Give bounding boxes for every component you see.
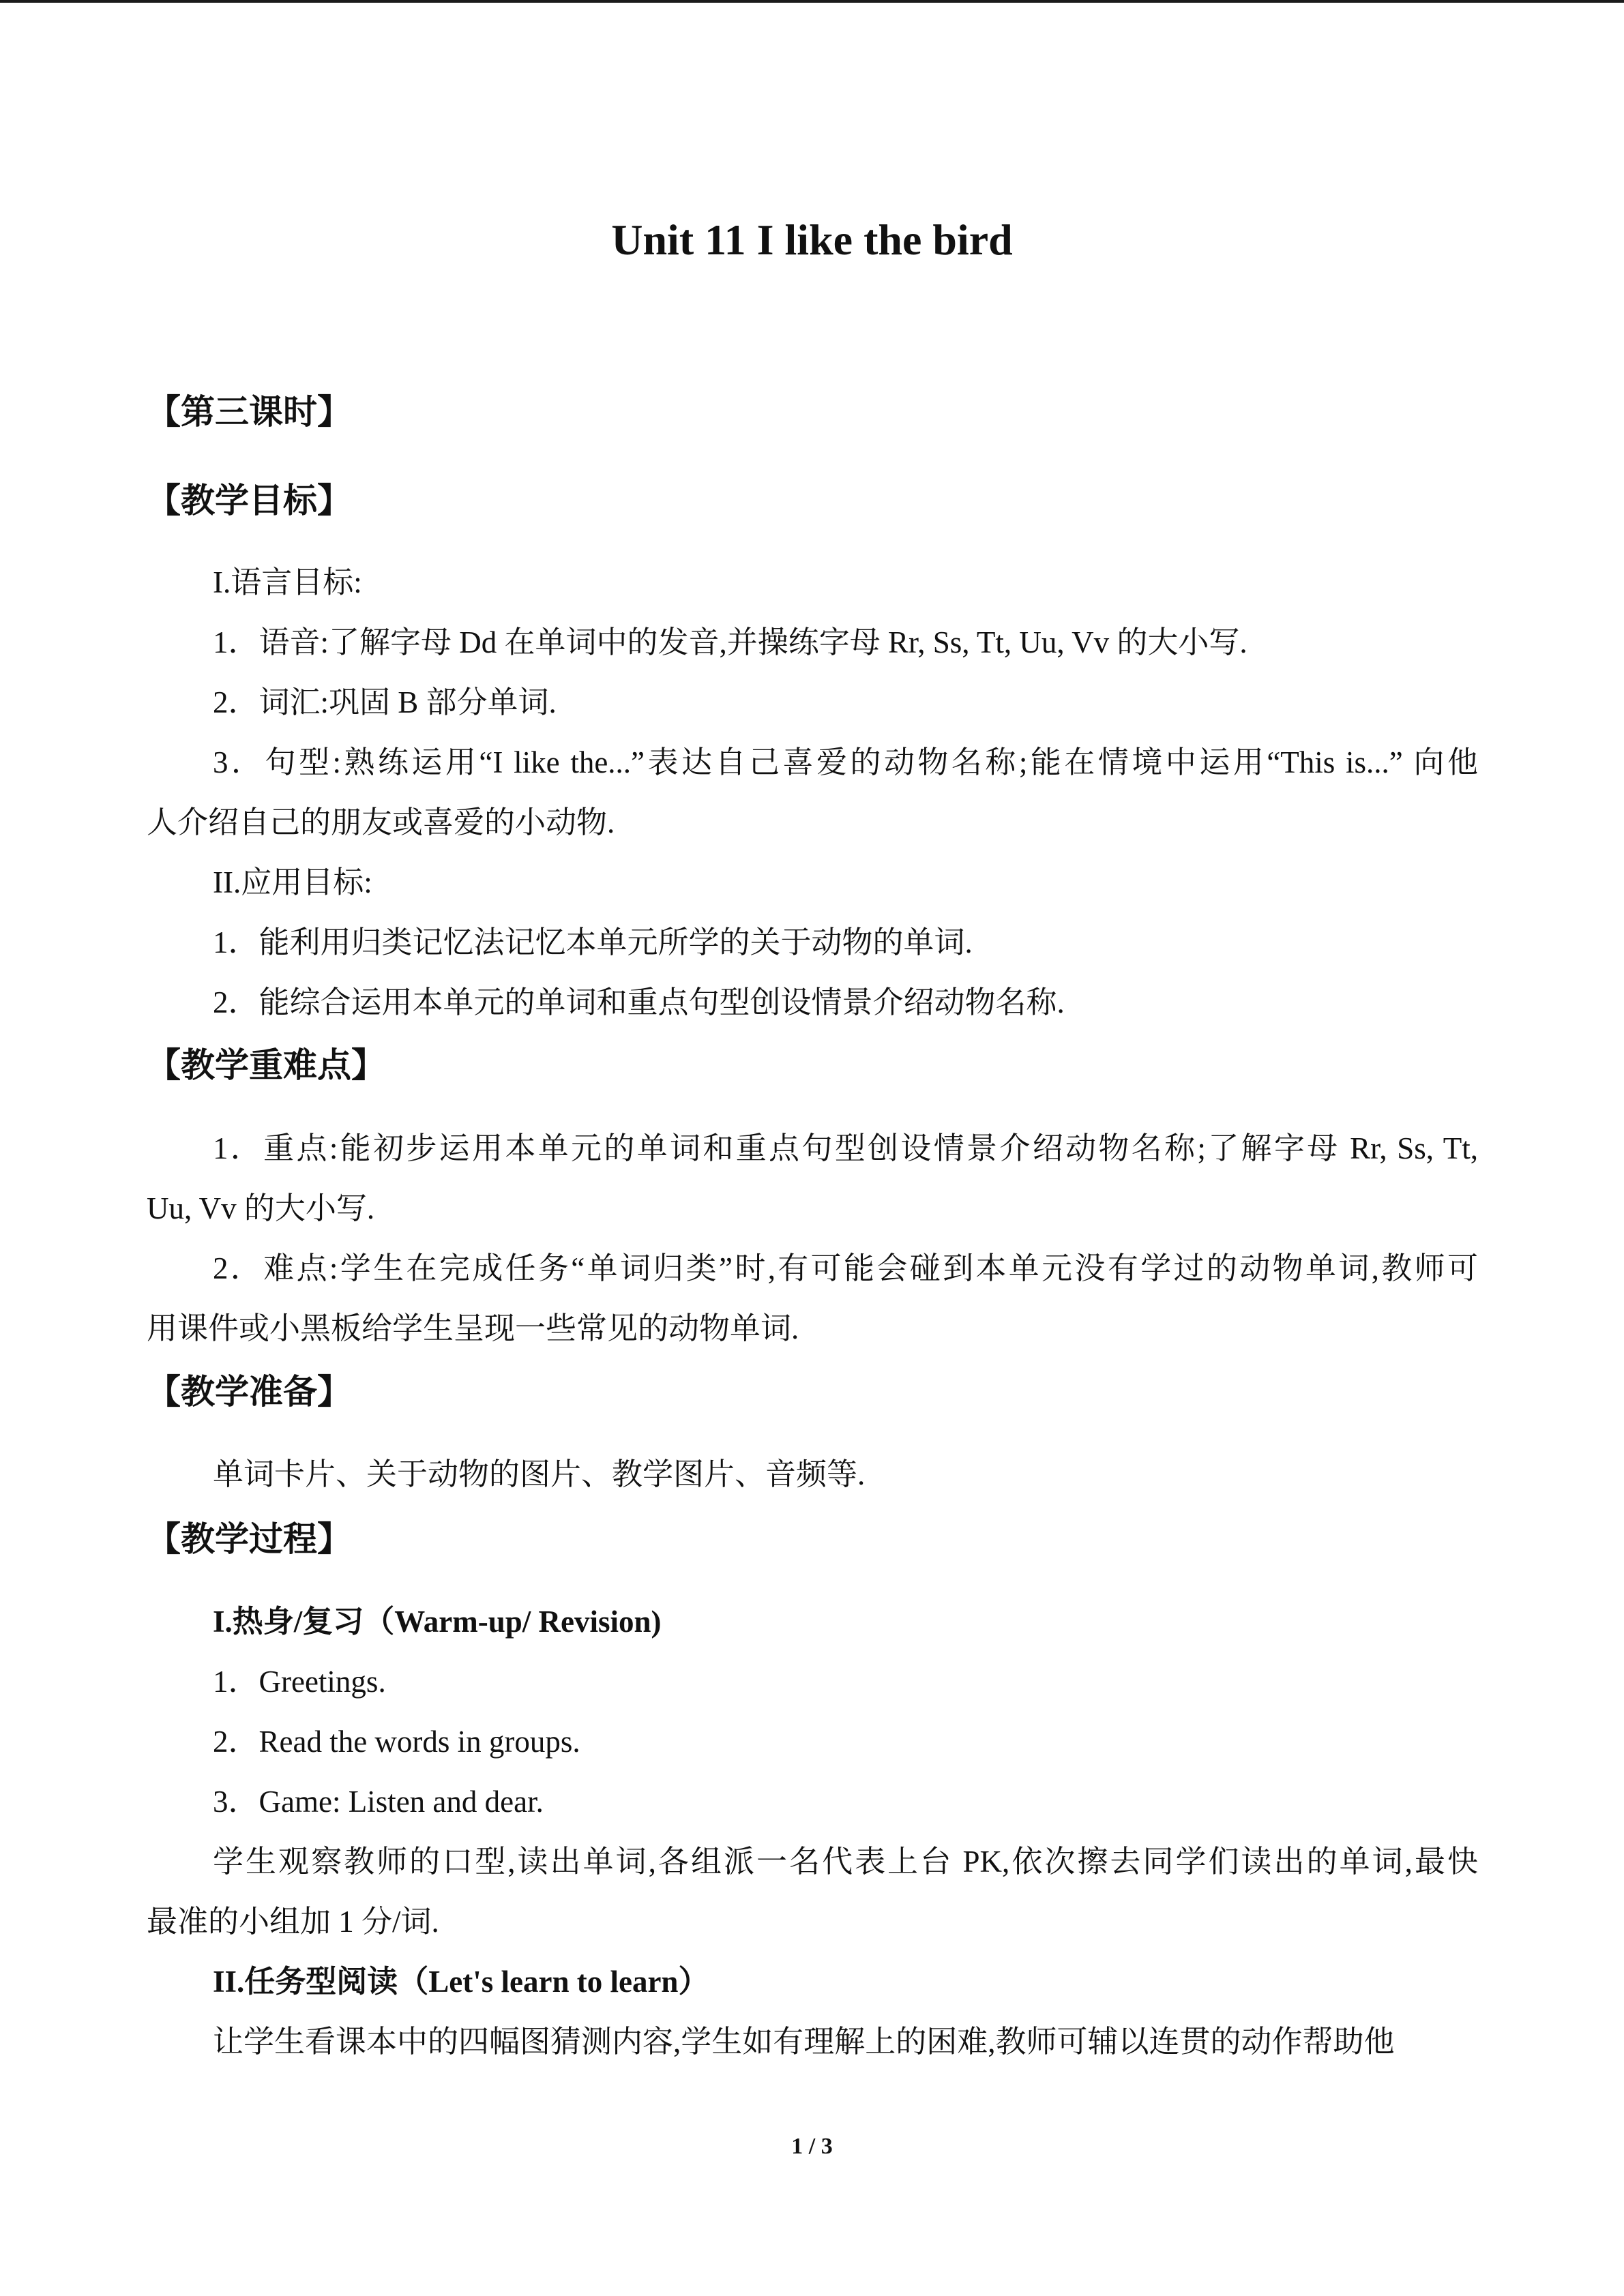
key-point-2-line-2: 用课件或小黑板给学生呈现一些常见的动物单词. [147, 1311, 799, 1345]
heading-lesson: 【第三课时】 [147, 392, 351, 432]
objectives-application-1: 1．能利用归类记忆法记忆本单元所学的关于动物的单词. [213, 925, 973, 959]
game-description-line-1: 学生观察教师的口型,读出单词,各组派一名代表上台 PK,依次擦去同学们读出的单词,最快 [213, 1845, 1478, 1879]
objectives-item-2: 2．词汇:巩固 B 部分单词. [213, 685, 557, 719]
objectives-application-2: 2．能综合运用本单元的单词和重点句型创设情景介绍动物名称. [213, 985, 1065, 1019]
reading-line-1: 让学生看课本中的四幅图猜测内容,学生如有理解上的困难,教师可辅以连贯的动作帮助他 [213, 2025, 1395, 2059]
page-top-border [0, 0, 1624, 3]
key-point-2-line-1: 2．难点:学生在完成任务“单词归类”时,有可能会碰到本单元没有学过的动物单词,教师可 [213, 1251, 1478, 1285]
warmup-step-3: 3．Game: Listen and dear. [213, 1785, 544, 1819]
heading-preparation: 【教学准备】 [147, 1372, 351, 1412]
heading-key-points: 【教学重难点】 [147, 1045, 385, 1085]
objectives-item-3-line-2: 人介绍自己的朋友或喜爱的小动物. [147, 805, 615, 839]
objectives-item-3-line-1: 3．句型:熟练运用“I like the...”表达自己喜爱的动物名称;能在情境中运用“This is...” 向他 [213, 745, 1478, 779]
key-point-1-line-2: Uu, Vv 的大小写. [147, 1191, 375, 1225]
heading-objectives: 【教学目标】 [147, 481, 351, 520]
objectives-language-label: I.语言目标: [213, 565, 362, 599]
warmup-step-2: 2．Read the words in groups. [213, 1725, 580, 1759]
reading-title: II.任务型阅读（Let's learn to learn） [213, 1965, 709, 1999]
warmup-step-1: 1．Greetings. [213, 1665, 386, 1699]
game-description-line-2: 最准的小组加 1 分/词. [147, 1905, 439, 1939]
preparation-text: 单词卡片、关于动物的图片、教学图片、音频等. [213, 1457, 866, 1491]
key-point-1-line-1: 1．重点:能初步运用本单元的单词和重点句型创设情景介绍动物名称;了解字母 Rr, Ss, Tt, [213, 1131, 1478, 1165]
warmup-title: I.热身/复习（Warm-up/ Revision) [213, 1605, 662, 1639]
page-title: Unit 11 I like the bird [611, 215, 1013, 264]
objectives-item-1: 1．语音:了解字母 Dd 在单词中的发音,并操练字母 Rr, Ss, Tt, Uu, Vv 的大小写. [213, 625, 1247, 659]
heading-process: 【教学过程】 [147, 1519, 351, 1559]
objectives-application-label: II.应用目标: [213, 865, 372, 899]
page-number: 1 / 3 [791, 2134, 833, 2159]
